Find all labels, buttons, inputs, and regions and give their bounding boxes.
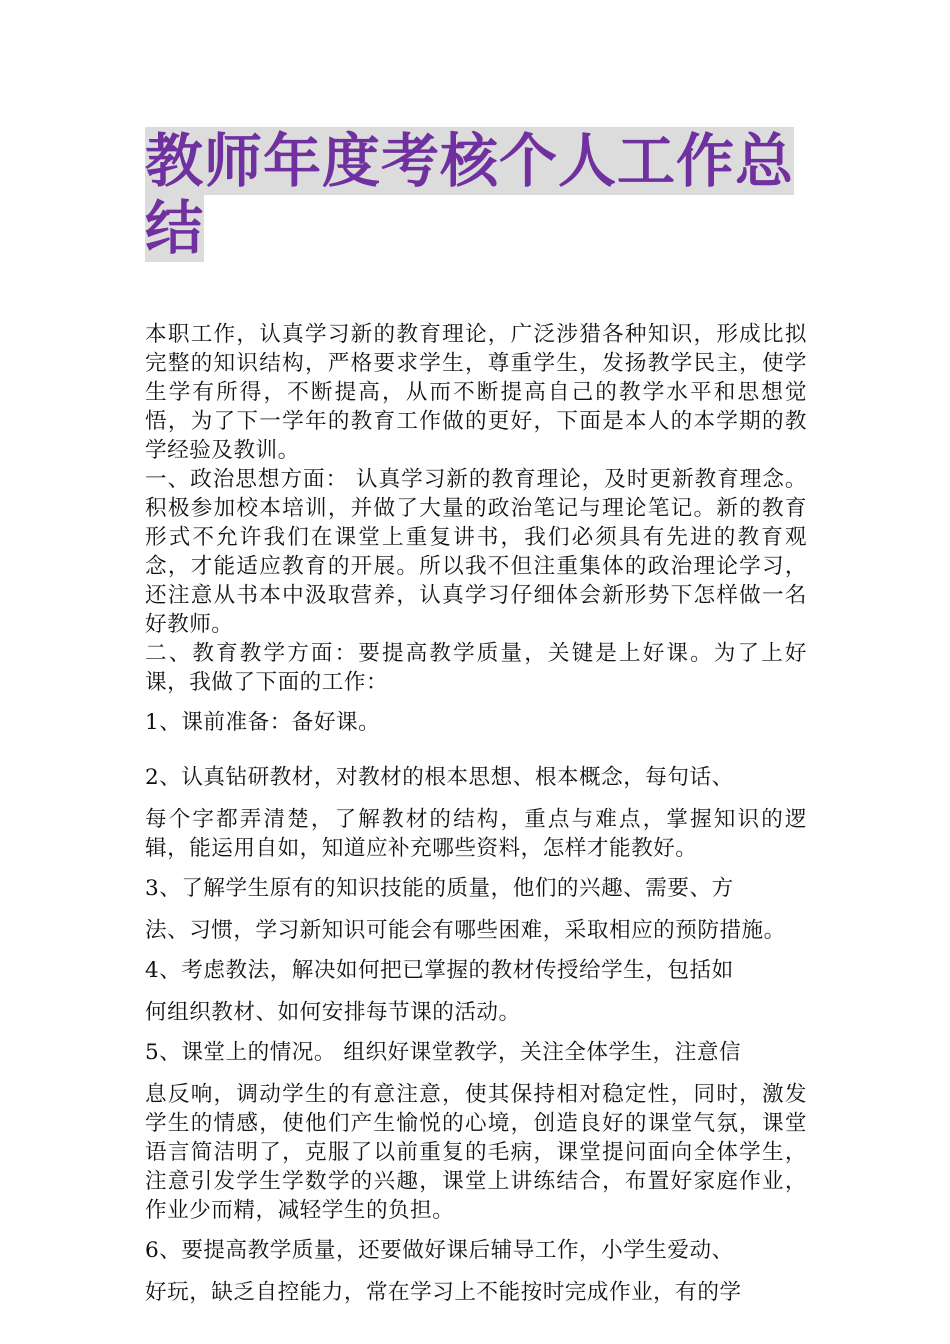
document-title-text: 教师年度考核个人工作总结 <box>145 127 795 262</box>
list-item-1 <box>145 708 807 737</box>
list-item-3-first-line: 3、了解学生原有的知识技能的质量，他们的兴趣、需要、方 <box>145 876 734 901</box>
list-item-2-first-line: 2、认真钻研教材，对教材的根本思想、根本概念，每句话、 <box>145 765 734 790</box>
list-item-6-rest: 好玩，缺乏自控能力，常在学习上不能按时完成作业，有的学 <box>145 1280 742 1305</box>
list-item-5-rest: 息反响，调动学生的有意注意，使其保持相对稳定性，同时，激发学生的情感，使他们产生愉悦的心境，创造良好的课堂气氛，课堂语言简洁明了，克服了以前重复的毛病，课堂提问面向全体学生，注意引发学生学数学的兴趣，课堂上讲练结合，布置好家庭作业，作业少而精，减轻学生的负担。 <box>145 1082 807 1223</box>
list-item-4-rest: 何组织教材、如何安排每节课的活动。 <box>145 1000 521 1025</box>
paragraph-intro: 本职工作，认真学习新的教育理论，广泛涉猎各种知识，形成比拟完整的知识结构，严格要求学生，尊重学生，发扬教学民主，使学生学有所得，不断提高，从而不断提高自己的教学水平和思想觉悟，为了下一学年的教育工作做的更好，下面是本人的本学期的教学经验及教训。 <box>145 322 807 463</box>
list-item-2 <box>145 763 807 863</box>
document-body <box>145 320 807 1307</box>
paragraph-politics: 一、政治思想方面： 认真学习新的教育理论，及时更新教育理念。积极参加校本培训，并做了大量的政治笔记与理论笔记。新的教育形式不允许我们在课堂上重复讲书，我们必须具有先进的教育观念，才能适应教育的开展。所以我不但注重集体的政治理论学习，还注意从书本中汲取营养，认真学习仔细体会新形势下怎样做一名好教师。 <box>145 467 807 637</box>
list-item-6-first-line: 6、要提高教学质量，还要做好课后辅导工作，小学生爱动、 <box>145 1238 734 1263</box>
list-item-3-rest: 法、习惯，学习新知识可能会有哪些困难，采取相应的预防措施。 <box>145 918 786 943</box>
list-item-2-rest: 每个字都弄清楚，了解教材的结构，重点与难点，掌握知识的逻辑，能运用自如，知道应补充哪些资料，怎样才能教好。 <box>145 807 807 861</box>
list-item-5 <box>145 1038 807 1225</box>
list-item-4-first-line: 4、考虑教法，解决如何把已掌握的教材传授给学生，包括如 <box>145 958 734 983</box>
document-title <box>145 128 810 262</box>
list-item-5-first-line: 5、课堂上的情况。 组织好课堂教学，关注全体学生，注意信 <box>145 1040 742 1065</box>
list-item-6 <box>145 1236 807 1307</box>
paragraph-teaching: 二、教育教学方面：要提高教学质量，关键是上好课。为了上好课，我做了下面的工作： <box>145 641 807 695</box>
list-item-1-text: 1、课前准备：备好课。 <box>145 710 381 735</box>
list-item-3 <box>145 874 807 945</box>
list-item-4 <box>145 956 807 1027</box>
